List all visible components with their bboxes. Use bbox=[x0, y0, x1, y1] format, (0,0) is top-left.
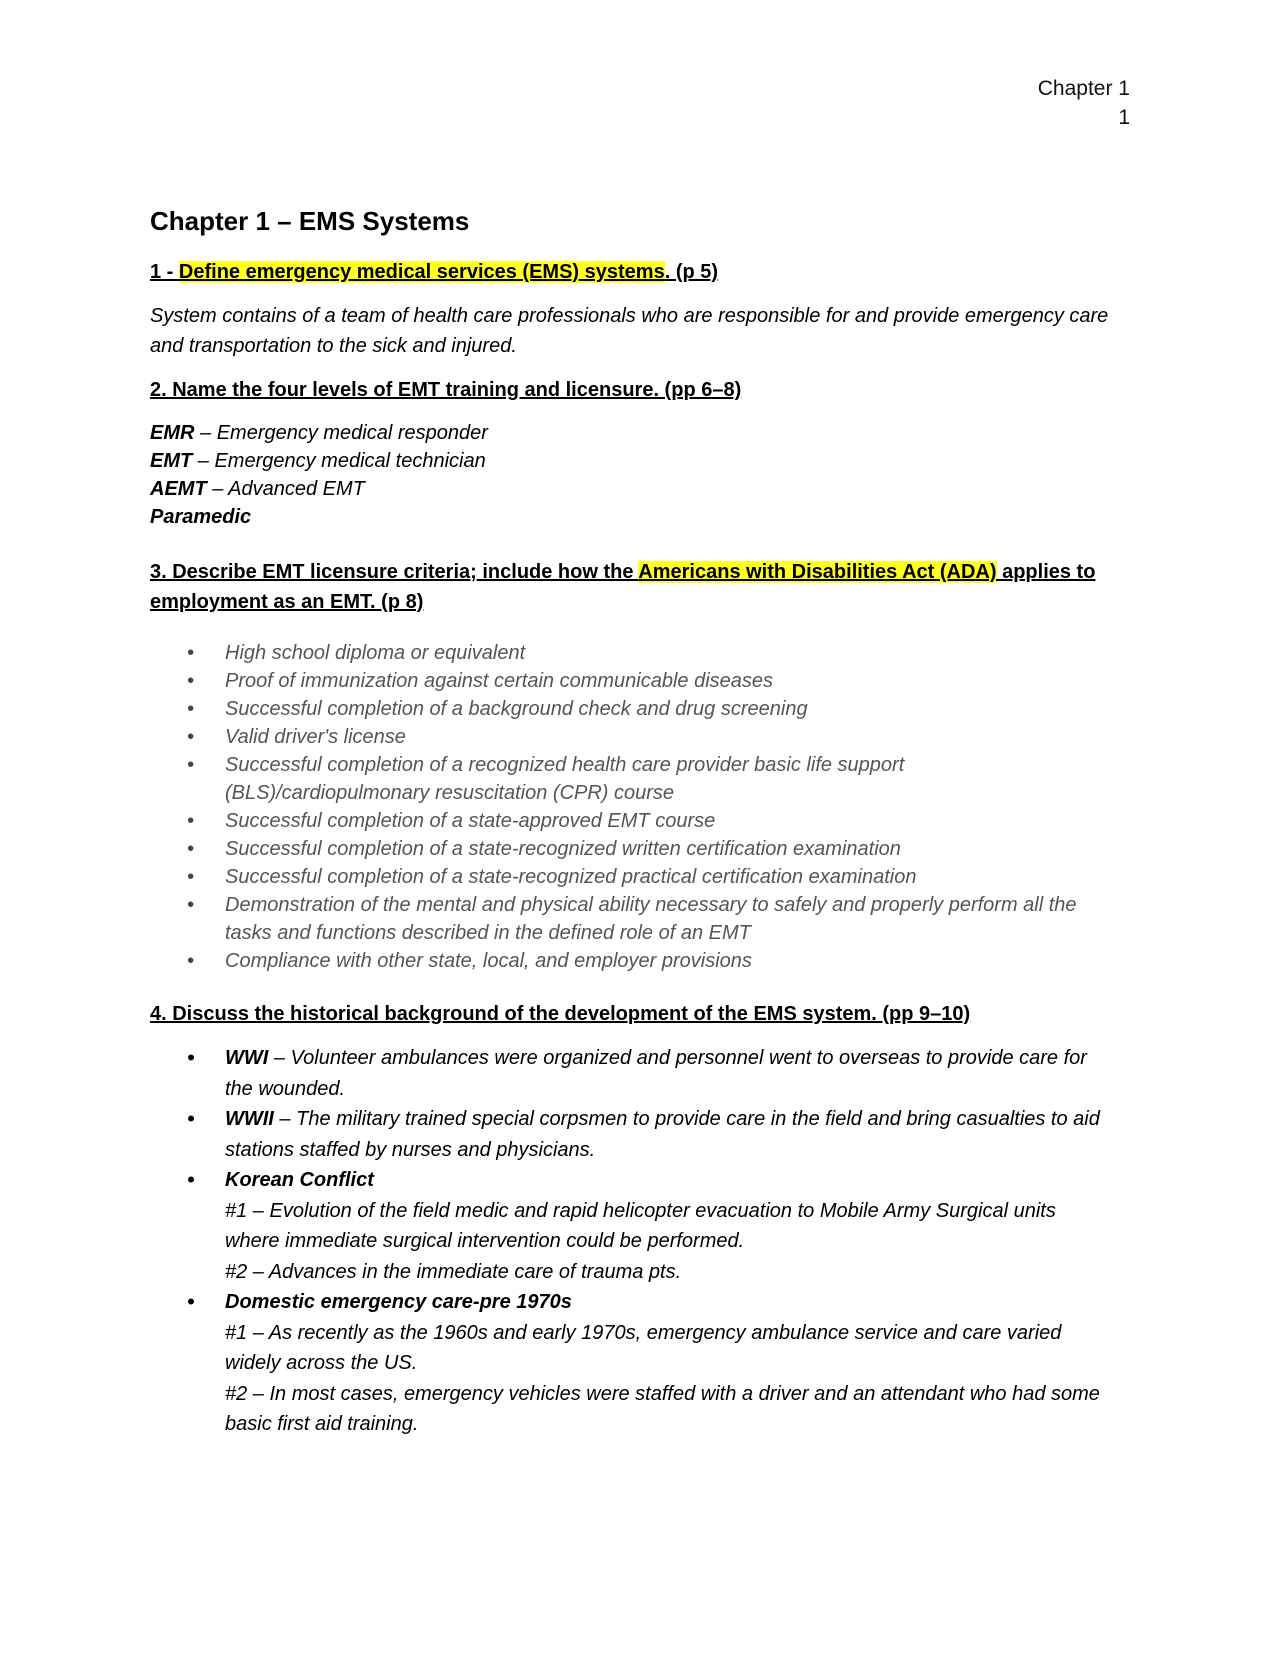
history-text: – Volunteer ambulances were organized and personnel went to overseas to provide care for the wounded. bbox=[225, 1047, 1087, 1100]
history-label: WWI bbox=[225, 1047, 269, 1069]
list-item-text: High school diploma or equivalent bbox=[225, 642, 526, 664]
bullet-icon: • bbox=[187, 670, 195, 692]
level-desc: – Emergency medical responder bbox=[194, 422, 488, 444]
question-3-highlight: Americans with Disabilities Act (ADA) bbox=[638, 561, 997, 583]
list-item bbox=[187, 639, 1110, 667]
question-3-heading bbox=[150, 557, 1110, 617]
list-item-text: Demonstration of the mental and physical ability necessary to safely and properly perform all the tasks and functions described in the defined role of an EMT bbox=[225, 894, 1077, 944]
list-item bbox=[187, 835, 1110, 863]
bullet-icon: • bbox=[187, 1045, 195, 1070]
level-abbr: EMT bbox=[150, 450, 193, 472]
question-3-prefix: 3. Describe EMT licensure criteria; include how the bbox=[150, 561, 639, 583]
bullet-icon: • bbox=[187, 894, 195, 916]
list-item-text: Successful completion of a recognized health care provider basic life support (BLS)/cardiopulmonary resuscitation (CPR) course bbox=[225, 754, 905, 804]
level-item bbox=[150, 447, 1110, 475]
page-number: 1 bbox=[1118, 106, 1130, 129]
emt-levels-list bbox=[150, 419, 1110, 531]
list-item-text: Successful completion of a background check and drug screening bbox=[225, 698, 808, 720]
list-item bbox=[187, 863, 1110, 891]
question-1-heading bbox=[150, 257, 1110, 287]
list-item bbox=[187, 667, 1110, 695]
history-item-wwi bbox=[187, 1043, 1110, 1104]
history-text: #2 – Advances in the immediate care of trauma pts. bbox=[225, 1260, 682, 1283]
list-item-text: Successful completion of a state-recognized practical certification examination bbox=[225, 866, 917, 888]
list-item-text: Successful completion of a state-approved EMT course bbox=[225, 810, 716, 832]
history-text: #1 – As recently as the 1960s and early 1970s, emergency ambulance service and care varied widely across the US. bbox=[225, 1321, 1062, 1374]
history-label: WWII bbox=[225, 1108, 274, 1130]
bullet-icon: • bbox=[187, 810, 195, 832]
level-desc: – Advanced EMT bbox=[206, 478, 365, 500]
level-abbr: EMR bbox=[150, 422, 195, 444]
list-item-text: Proof of immunization against certain communicable diseases bbox=[225, 670, 774, 692]
history-label: Domestic emergency care-pre 1970s bbox=[225, 1291, 572, 1313]
level-abbr: AEMT bbox=[150, 478, 207, 500]
document-body bbox=[150, 206, 1110, 1440]
bullet-icon: • bbox=[187, 698, 195, 720]
bullet-icon: • bbox=[187, 866, 195, 888]
question-4-heading: 4. Discuss the historical background of the development of the EMS system. (pp 9–10) bbox=[150, 1003, 971, 1025]
list-item bbox=[187, 751, 1110, 807]
page-header bbox=[1038, 74, 1130, 132]
history-item-korean bbox=[187, 1165, 1110, 1287]
level-desc: – Emergency medical technician bbox=[192, 450, 486, 472]
history-list bbox=[150, 1043, 1110, 1440]
list-item bbox=[187, 947, 1110, 975]
licensure-criteria-list bbox=[150, 639, 1110, 975]
question-1-suffix: . (p 5) bbox=[664, 261, 719, 283]
list-item-text: Successful completion of a state-recognized written certification examination bbox=[225, 838, 901, 860]
history-text: – The military trained special corpsmen to provide care in the field and bring casualties to aid stations staffed by nurses and physicians. bbox=[225, 1108, 1100, 1161]
list-item-text: Valid driver's license bbox=[225, 726, 406, 748]
bullet-icon: • bbox=[187, 1167, 195, 1192]
list-item-text: Compliance with other state, local, and employer provisions bbox=[225, 950, 752, 972]
question-1-highlight: Define emergency medical services (EMS) systems bbox=[178, 261, 665, 283]
bullet-icon: • bbox=[187, 642, 195, 664]
question-3-suffix: applies to employment as an EMT. (p 8) bbox=[150, 561, 1096, 613]
history-item-wwii bbox=[187, 1104, 1110, 1165]
bullet-icon: • bbox=[187, 726, 195, 748]
list-item bbox=[187, 723, 1110, 751]
document-title: Chapter 1 – EMS Systems bbox=[150, 206, 470, 236]
bullet-icon: • bbox=[187, 1106, 195, 1131]
bullet-icon: • bbox=[187, 838, 195, 860]
list-item bbox=[187, 807, 1110, 835]
level-item bbox=[150, 475, 1110, 503]
question-1-prefix: 1 - bbox=[150, 261, 179, 283]
history-item-domestic bbox=[187, 1287, 1110, 1440]
history-text: #1 – Evolution of the field medic and rapid helicopter evacuation to Mobile Army Surgical units where immediate surgical intervention could be performed. bbox=[225, 1199, 1056, 1252]
level-item bbox=[150, 503, 1110, 531]
question-2-heading: 2. Name the four levels of EMT training and licensure. (pp 6–8) bbox=[150, 379, 742, 401]
list-item bbox=[187, 695, 1110, 723]
bullet-icon: • bbox=[187, 1289, 195, 1314]
history-label: Korean Conflict bbox=[225, 1169, 374, 1191]
header-chapter: Chapter 1 bbox=[1037, 77, 1130, 100]
bullet-icon: • bbox=[187, 754, 195, 776]
bullet-icon: • bbox=[187, 950, 195, 972]
list-item bbox=[187, 891, 1110, 947]
question-1-answer: System contains of a team of health care professionals who are responsible for and provide emergency care and transportation to the sick and injured. bbox=[150, 305, 1109, 357]
level-item bbox=[150, 419, 1110, 447]
history-text: #2 – In most cases, emergency vehicles were staffed with a driver and an attendant who had some basic first aid training. bbox=[225, 1382, 1100, 1435]
level-abbr: Paramedic bbox=[150, 506, 252, 528]
